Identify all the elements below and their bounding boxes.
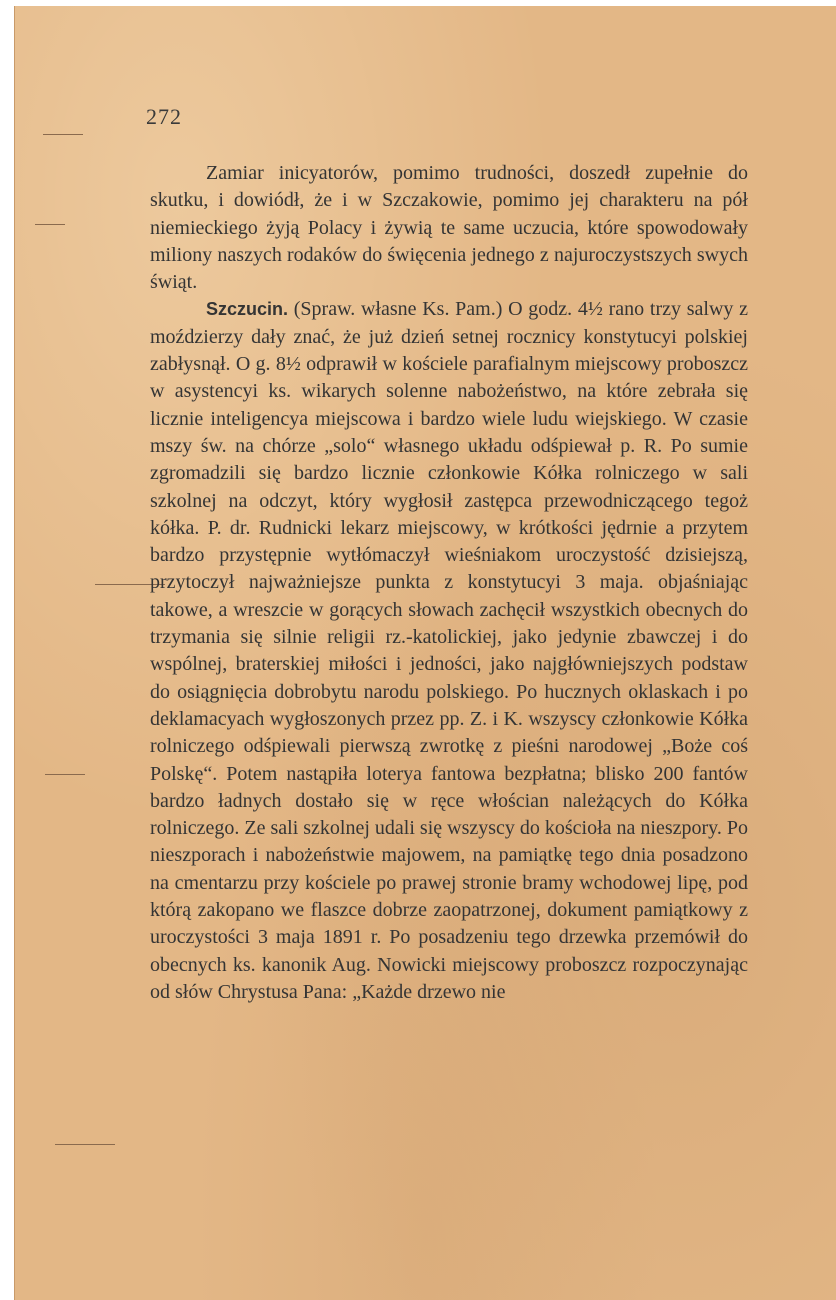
body-text [150, 160, 748, 1006]
paragraph-szczucin [150, 296, 748, 1006]
place-heading: Szczucin. [206, 299, 289, 320]
edge-tick [35, 224, 65, 225]
paragraph-szczakowa [150, 160, 748, 296]
edge-tick [55, 1144, 115, 1145]
page-number: 272 [146, 104, 182, 129]
edge-tick [43, 134, 83, 135]
paragraph-text: Zamiar inicyatorów, pomimo trudności, doszedł zupełnie do skutku, i dowiódł, że i w Szczakowie, pomimo jej charakteru na pół niemieckiego żyją Polacy i żywią te same uczucia, które spowodowały miliony naszych rodaków do święcenia jednego z najuroczystszych swych świąt. [150, 162, 748, 294]
edge-tick [45, 774, 85, 775]
paragraph-text: (Spraw. własne Ks. Pam.) O godz. 4½ rano trzy salwy z moździerzy dały znać, że już dzień setnej rocznicy konstytucyi polskiej zabłysnął. O g. 8½ odprawił w kościele parafialnym miejscowy proboszcz w asystencyi ks. wikarych solenne nabożeństwo, na które zebrała się licznie inteligencya miejscowa i bardzo wiele ludu wiejskiego. W czasie mszy św. na chórze „solo“ własnego układu odśpiewał p. R. Po sumie zgromadzili się bardzo licznie członkowie Kółka rolniczego w sali szkolnej na odczyt, który wygłosił zastępca przewodniczącego tegoż kółka. P. dr. Rudnicki lekarz miejscowy, w krótkości jędrnie a przytem bardzo przystępnie wytłómaczył wieśniakom uroczystość dzisiejszą, przytoczył najważniejsze punkta z konstytucyi 3 maja. objaśniając takowe, a wreszcie w gorących słowach zachęcił wszystkich obecnych do trzymania się silnie religii rz.-katolickiej, jako jedynie zbawczej i do wspólnej, braterskiej miłości i jedności, jako najgłówniejszych podstaw do osiągnięcia dobrobytu narodu polskiego. Po hucznych oklaskach i po deklamacyach wygłoszonych przez pp. Z. i K. wszyscy członkowie Kółka rolniczego odśpiewali pierwszą zwrotkę z pieśni narodowej „Boże coś Polskę“. Potem nastąpiła loterya fantowa bezpłatna; blisko 200 fantów bardzo ładnych dostało się w ręce włościan należących do Kółka rolniczego. Ze sali szkolnej udali się wszyscy do kościoła na nieszpory. Po nieszporach i nabożeństwie majowem, na pamiątkę tego dnia posadzono na cmentarzu przy kościele po prawej stronie bramy wchodowej lipę, pod którą zakopano we flaszce dobrze zaopatrzonej, dokument pamiątkowy z uroczystości 3 maja 1891 r. Po posadzeniu tego drzewka przemówił do obecnych ks. kanonik Aug. Nowicki miejscowy proboszcz rozpoczynając od słów Chrystusa Pana: „Każde drzewo nie [150, 298, 748, 1003]
